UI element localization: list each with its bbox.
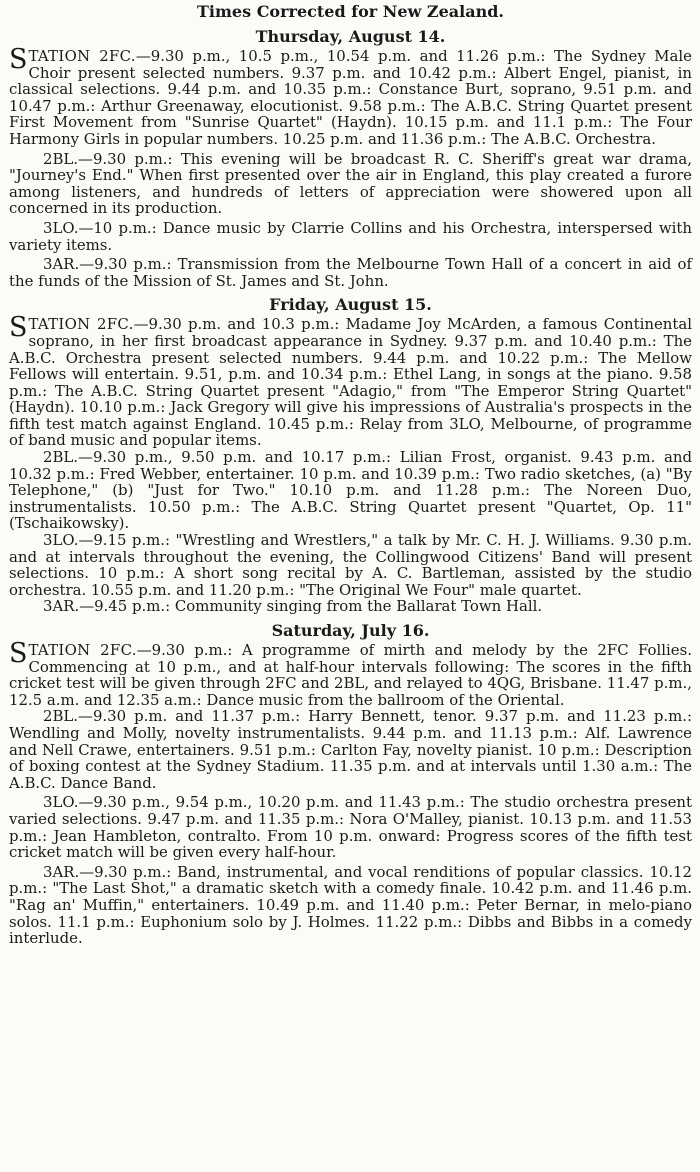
station-name: TATION 2FC. — [28, 315, 134, 334]
station-3lo-entry — [9, 532, 692, 598]
station-name: 3LO. — [43, 218, 79, 237]
station-2bl-entry — [9, 151, 692, 217]
station-3ar-entry — [9, 864, 692, 947]
day-heading: Thursday, August 14. — [255, 27, 446, 46]
station-3lo-entry — [9, 794, 692, 860]
programme-text: —9.30 p.m., 9.54 p.m., 10.20 p.m. and 11.43 p.m.: The studio orchestra present varied selections. 9.47 p.m. and 11.35 p.m.: Nora O'Malley, pianist. 10.13 p.m. and 11.53 p.m.: Jean Hambleton, contralto. From 10 p.m. onward: Progress scores of the fifth test cricket match will be given every half-hour. — [9, 793, 692, 862]
station-name: TATION 2FC. — [28, 641, 137, 659]
station-3ar-entry — [9, 598, 692, 615]
page-title: Times Corrected for New Zealand. — [197, 2, 504, 21]
station-name: TATION 2FC. — [28, 47, 136, 65]
station-2bl-entry — [9, 449, 692, 532]
programme-text: —9.30 p.m.: Band, instrumental, and vocal renditions of popular classics. 10.12 p.m.: "The Last Shot," a dramatic sketch with a comedy finale. 10.42 p.m. and 11.46 p.m. "Rag an' Muffin," entertainers. 10.49 p.m. and 11.40 p.m.: Peter Bernar, in melo-piano solos. 11.1 p.m.: Euphonium solo by J. Holmes. 11.22 p.m.: Dibbs and Bibbs in a comedy interlude. — [9, 862, 692, 948]
programme-text: —9.30 p.m. and 11.37 p.m.: Harry Bennett, tenor. 9.37 p.m. and 11.23 p.m.: Wendling and Molly, novelty instrumentalists. 9.44 p.m. and 11.13 p.m.: Alf. Lawrence and Nell Crawe, entertainers. 9.51 p.m.: Carlton Fay, novelty pianist. 10 p.m.: Description of boxing contest at the Sydney Stadium. 11.35 p.m. and at intervals until 1.30 a.m.: The A.B.C. Dance Band. — [9, 707, 692, 792]
drop-cap: S — [9, 638, 28, 669]
station-name: 3AR. — [43, 255, 80, 274]
programme-text: —9.30 p.m.: A programme of mirth and melody by the 2FC Follies. Commencing at 10 p.m., and at half-hour intervals following: The scores in the fifth cricket test will be given through 2FC and 2BL, and relayed to 4QG, Brisbane. 11.47 p.m., 12.5 a.m. and 12.35 a.m.: Dance music from the ballroom of the Oriental. — [9, 641, 692, 709]
station-name: 3LO. — [43, 531, 79, 550]
station-2bl-entry — [9, 708, 692, 791]
station-2fc-entry — [9, 312, 692, 450]
programme-text: —9.30 p.m., 9.50 p.m. and 10.17 p.m.: Lilian Frost, organist. 9.43 p.m. and 10.32 p.m.: Fred Webber, entertainer. 10 p.m. and 10.39 p.m.: Two radio sketches, (a) "By Telephone," (b) "Just for Two." 10.10 p.m. and 11.28 p.m.: The Noreen Duo, instrumentalists. 10.50 p.m.: The A.B.C. String Quartet present "Quartet, Op. 11" (Tschaikowsky). — [9, 448, 692, 533]
programme-text: —9.30 p.m. and 10.3 p.m.: Madame Joy McArden, a famous Continental soprano, in her first broadcast appearance in Sydney. 9.37 p.m. and 10.40 p.m.: The A.B.C. Orchestra present selected numbers. 9.44 p.m. and 10.22 p.m.: The Mellow Fellows will entertain. 9.51, p.m. and 10.34 p.m.: Ethel Lang, in songs at the piano. 9.58 p.m.: The A.B.C. String Quartet present "Adagio," from "The Emperor String Quartet" (Haydn). 10.10 p.m.: Jack Gregory will give his impressions of Australia's prospects in the fifth test match against England. 10.45 p.m.: Relay from 3LO, Melbourne, of programme of band music and popular items. — [9, 315, 692, 450]
station-name: 3AR. — [43, 597, 80, 616]
station-2fc-entry — [9, 638, 692, 709]
programme-text: —9.45 p.m.: Community singing from the Ballarat Town Hall. — [79, 597, 543, 616]
station-2fc-entry — [9, 44, 692, 148]
programme-text: —9.30 p.m., 10.5 p.m., 10.54 p.m. and 11.26 p.m.: The Sydney Male Choir present selected numbers. 9.37 p.m. and 10.42 p.m.: Albert Engel, pianist, in classical selections. 9.44 p.m. and 10.35 p.m.: Constance Burt, soprano, 9.51 p.m. and 10.47 p.m.: Arthur Greenaway, elocutionist. 9.58 p.m.: The A.B.C. String Quartet present First Movement from "Sunrise Quartet" (Haydn). 10.15 p.m. and 11.1 p.m.: The Four Harmony Girls in popular numbers. 10.25 p.m. and 11.36 p.m.: The A.B.C. Orchestra. — [9, 47, 692, 148]
day-section-saturday — [9, 621, 692, 947]
drop-cap: S — [9, 44, 28, 75]
drop-cap: S — [9, 312, 28, 344]
programme-text: —9.30 p.m.: This evening will be broadcast R. C. Sheriff's great war drama, "Journey's End." When first presented over the air in England, this play created a furore among listeners, and hundreds of letters of appreciation were showered upon all concerned in its production. — [9, 149, 692, 218]
station-name: 3LO. — [43, 793, 79, 812]
programme-text: —9.30 p.m.: Transmission from the Melbourne Town Hall of a concert in aid of the funds of the Mission of St. James and St. John. — [9, 255, 692, 290]
station-3ar-entry — [9, 256, 692, 289]
programme-text: —10 p.m.: Dance music by Clarrie Collins and his Orchestra, interspersed with variety items. — [9, 218, 692, 254]
station-name: 2BL. — [43, 149, 79, 168]
day-heading: Friday, August 15. — [269, 295, 432, 315]
programme-text: —9.15 p.m.: "Wrestling and Wrestlers," a talk by Mr. C. H. J. Williams. 9.30 p.m. and at intervals throughout the evening, the Collingwood Citizens' Band will present selections. 10 p.m.: A short song recital by A. C. Bartleman, assisted by the studio orchestra. 10.55 p.m. and 11.20 p.m.: "The Original We Four" male quartet. — [9, 531, 692, 599]
day-section-friday — [9, 295, 692, 615]
station-name: 2BL. — [43, 448, 79, 467]
day-section-thursday — [9, 27, 692, 289]
day-heading: Saturday, July 16. — [271, 621, 430, 640]
station-name: 2BL. — [43, 707, 79, 726]
station-3lo-entry — [9, 220, 692, 253]
station-name: 3AR. — [43, 862, 80, 881]
